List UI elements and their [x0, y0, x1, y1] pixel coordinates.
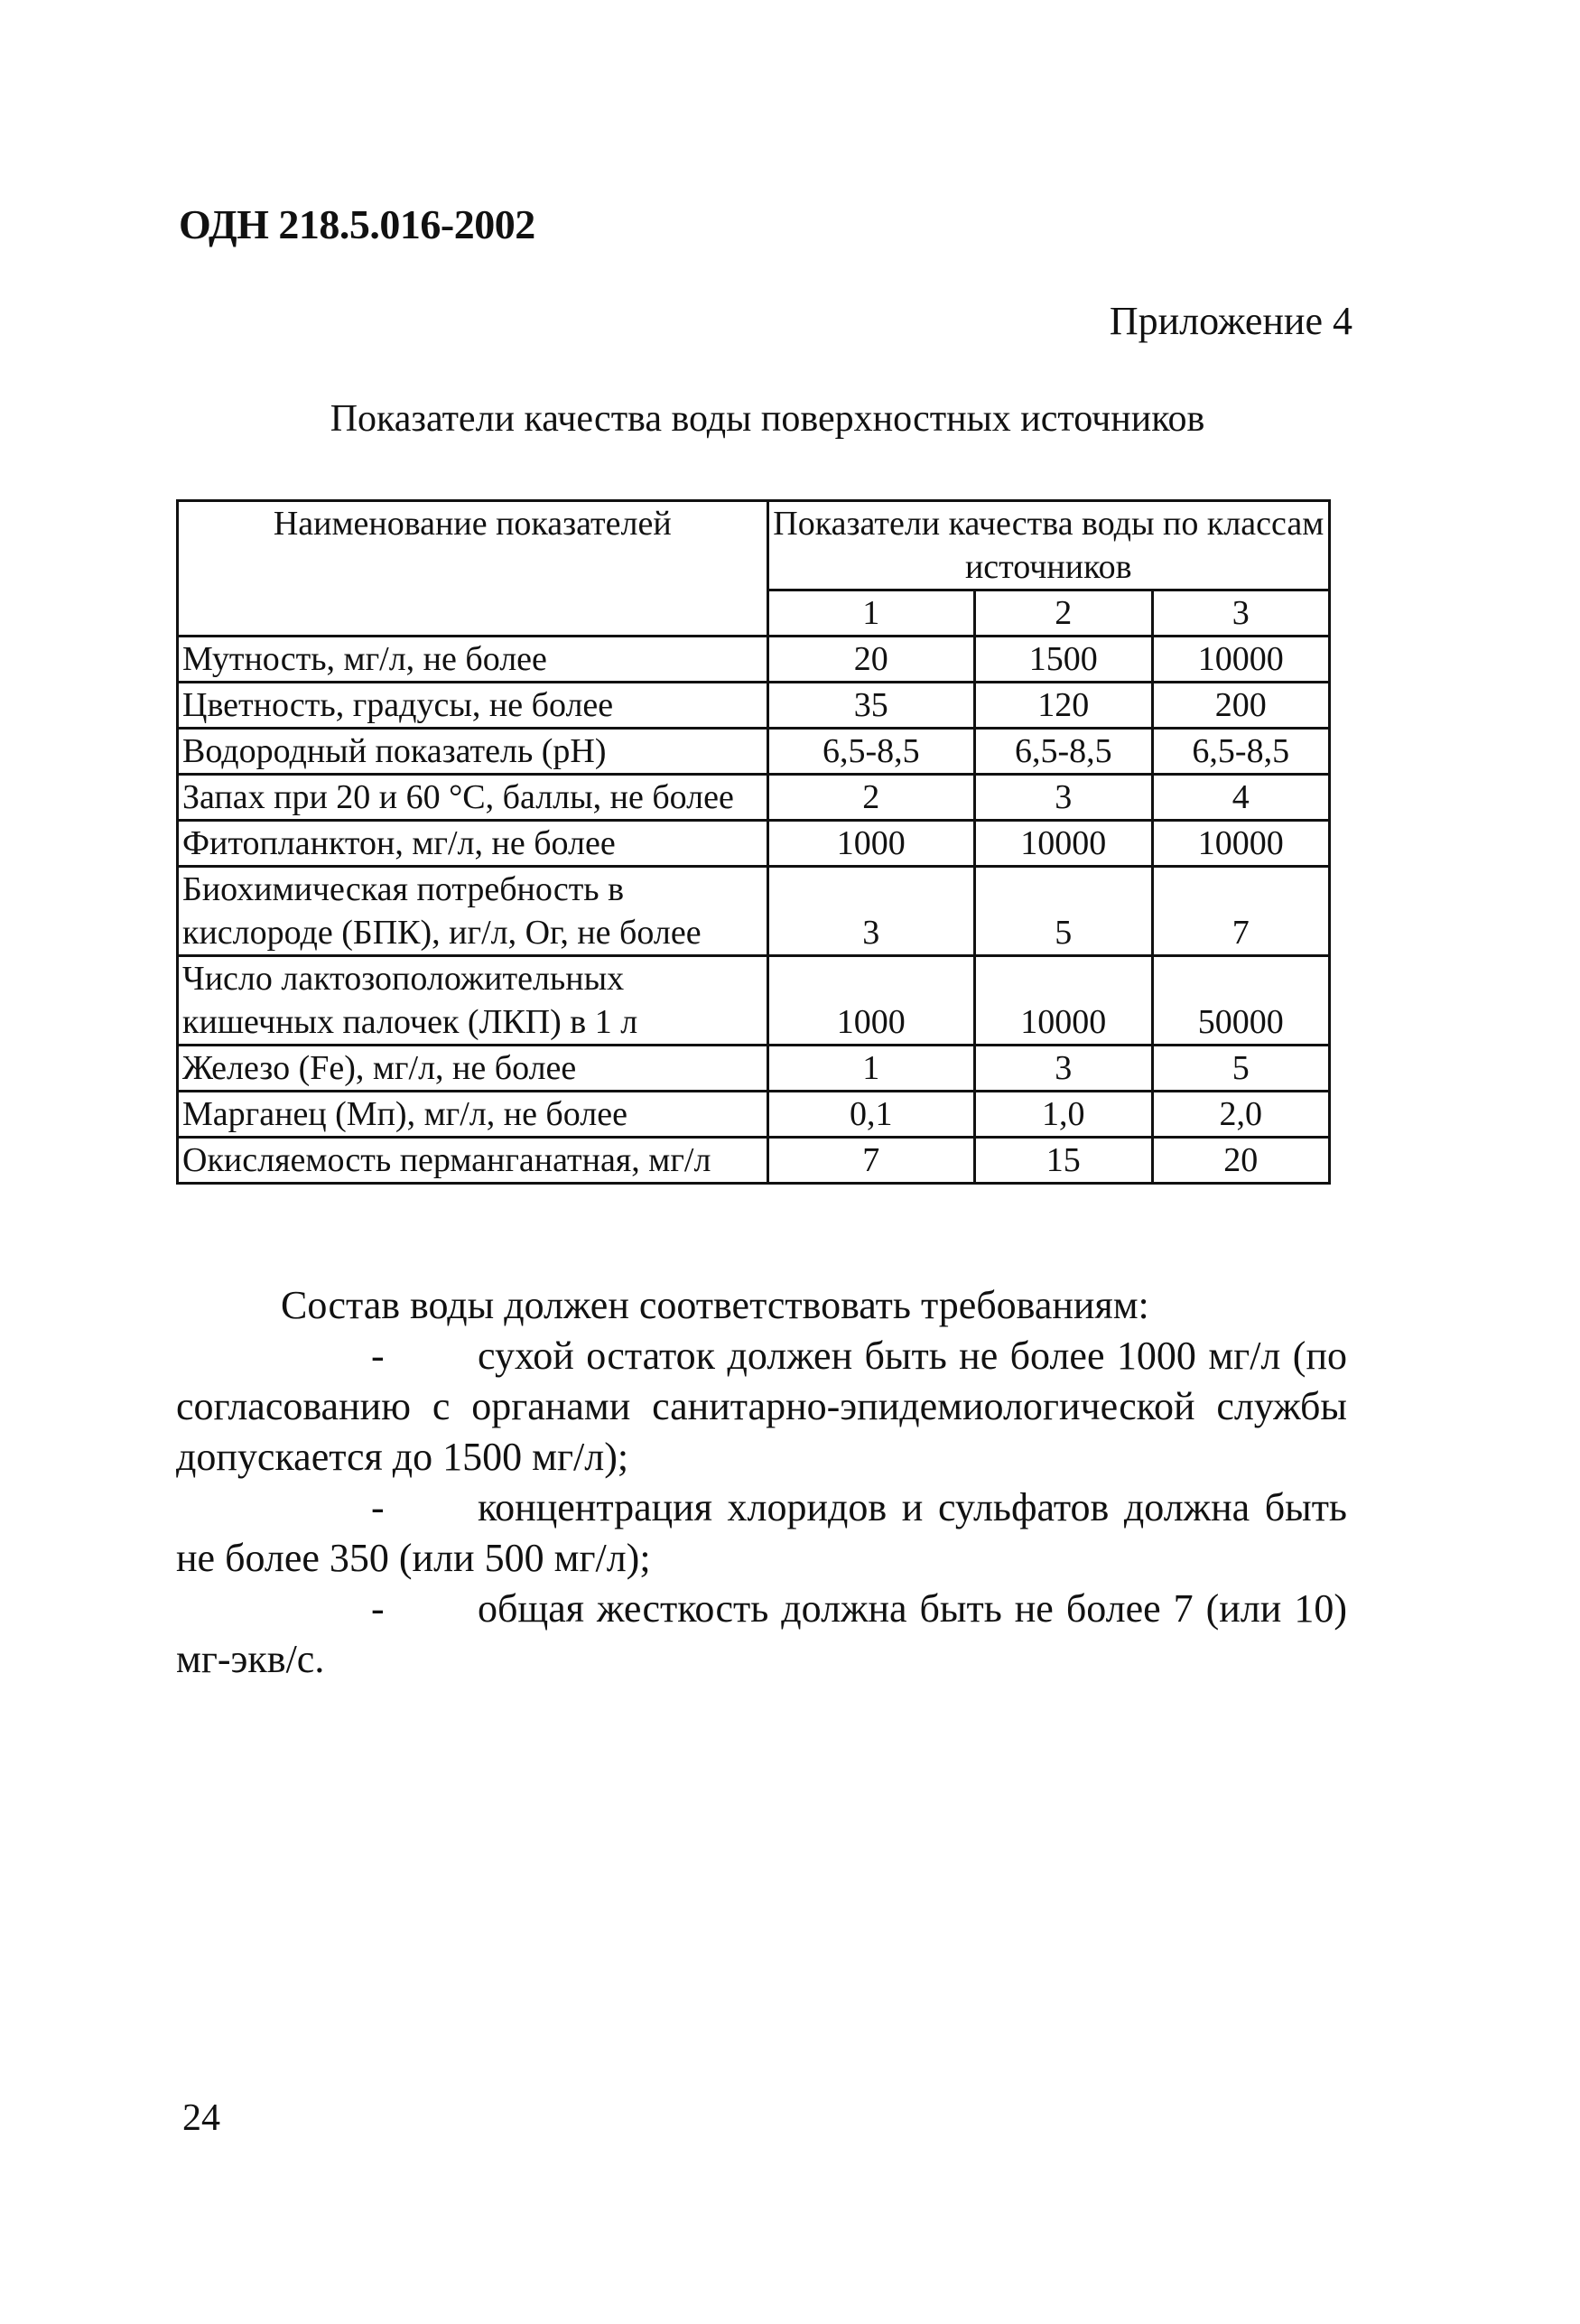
page-number: 24 — [182, 2097, 220, 2139]
class-2-value-cell: 120 — [975, 683, 1152, 729]
document-code: ОДН 218.5.016-2002 — [179, 201, 535, 247]
class-1-value-cell: 2 — [767, 775, 975, 821]
class-1-value-cell: 20 — [767, 637, 975, 683]
indicator-name-cell: Запах при 20 и 60 °С, баллы, не более — [178, 775, 768, 821]
class-2-value-cell: 15 — [975, 1138, 1152, 1184]
table-row — [178, 867, 1330, 956]
table-row — [178, 1046, 1330, 1092]
class-2-value-cell: 10000 — [975, 956, 1152, 1046]
class-2-value-cell: 6,5-8,5 — [975, 729, 1152, 775]
class-3-value-cell: 7 — [1152, 867, 1329, 956]
table-row — [178, 821, 1330, 867]
requirement-text: общая жесткость должна быть не более 7 (или 10) мг-экв/с. — [176, 1586, 1347, 1681]
class-1-value-cell: 1000 — [767, 956, 975, 1046]
indicator-name-cell: Мутность, мг/л, не более — [178, 637, 768, 683]
header-class-3: 3 — [1152, 590, 1329, 637]
header-class-2: 2 — [975, 590, 1152, 637]
water-quality-table — [176, 499, 1331, 1185]
indicator-name-cell: Число лактозоположительных кишечных палочек (ЛКП) в 1 л — [178, 956, 768, 1046]
header-indicator-name: Наименование показателей — [178, 501, 768, 637]
class-2-value-cell: 5 — [975, 867, 1152, 956]
table-row — [178, 775, 1330, 821]
class-1-value-cell: 1000 — [767, 821, 975, 867]
indicator-name-cell: Биохимическая потребность в кислороде (БПК), иг/л, Ог, не более — [178, 867, 768, 956]
table-title: Показатели качества воды поверхностных источников — [330, 398, 1205, 440]
requirement-text: сухой остаток должен быть не более 1000 мг/л (по согласованию с органами санитарно-эпидемиологической службы допускается до 1500 мг/л); — [176, 1334, 1347, 1479]
class-1-value-cell: 1 — [767, 1046, 975, 1092]
class-1-value-cell: 0,1 — [767, 1092, 975, 1138]
class-3-value-cell: 200 — [1152, 683, 1329, 729]
list-dash: - — [371, 1334, 385, 1378]
class-1-value-cell: 6,5-8,5 — [767, 729, 975, 775]
header-class-1: 1 — [767, 590, 975, 637]
requirement-item — [176, 1331, 1347, 1483]
header-quality-group: Показатели качества воды по классам источников — [767, 501, 1329, 590]
class-3-value-cell: 20 — [1152, 1138, 1329, 1184]
requirements-intro: Состав воды должен соответствовать требованиям: — [281, 1283, 1149, 1327]
indicator-name-cell: Водородный показатель (pH) — [178, 729, 768, 775]
class-1-value-cell: 3 — [767, 867, 975, 956]
class-3-value-cell: 6,5-8,5 — [1152, 729, 1329, 775]
requirements-block — [176, 1280, 1347, 1685]
class-2-value-cell: 1500 — [975, 637, 1152, 683]
indicator-name-cell: Железо (Fe), мг/л, не более — [178, 1046, 768, 1092]
class-1-value-cell: 7 — [767, 1138, 975, 1184]
requirement-text: концентрация хлоридов и сульфатов должна быть не более 350 (или 500 мг/л); — [176, 1485, 1347, 1580]
indicator-name-cell: Марганец (Мп), мг/л, не более — [178, 1092, 768, 1138]
class-1-value-cell: 35 — [767, 683, 975, 729]
class-3-value-cell: 10000 — [1152, 821, 1329, 867]
requirement-item — [176, 1584, 1347, 1685]
table-row — [178, 637, 1330, 683]
class-2-value-cell: 3 — [975, 775, 1152, 821]
indicator-name-cell: Цветность, градусы, не более — [178, 683, 768, 729]
class-2-value-cell: 1,0 — [975, 1092, 1152, 1138]
class-3-value-cell: 5 — [1152, 1046, 1329, 1092]
class-3-value-cell: 50000 — [1152, 956, 1329, 1046]
table-row — [178, 683, 1330, 729]
class-2-value-cell: 3 — [975, 1046, 1152, 1092]
table-row — [178, 1138, 1330, 1184]
list-dash: - — [371, 1586, 385, 1631]
class-3-value-cell: 4 — [1152, 775, 1329, 821]
indicator-name-cell: Окисляемость перманганатная, мг/л — [178, 1138, 768, 1184]
list-dash: - — [371, 1485, 385, 1529]
indicator-name-cell: Фитопланктон, мг/л, не более — [178, 821, 768, 867]
table-body — [178, 637, 1330, 1184]
class-3-value-cell: 2,0 — [1152, 1092, 1329, 1138]
appendix-label: Приложение 4 — [1109, 299, 1352, 343]
table-row — [178, 1092, 1330, 1138]
table-row — [178, 956, 1330, 1046]
requirement-item — [176, 1483, 1347, 1584]
class-3-value-cell: 10000 — [1152, 637, 1329, 683]
table-row — [178, 729, 1330, 775]
class-2-value-cell: 10000 — [975, 821, 1152, 867]
